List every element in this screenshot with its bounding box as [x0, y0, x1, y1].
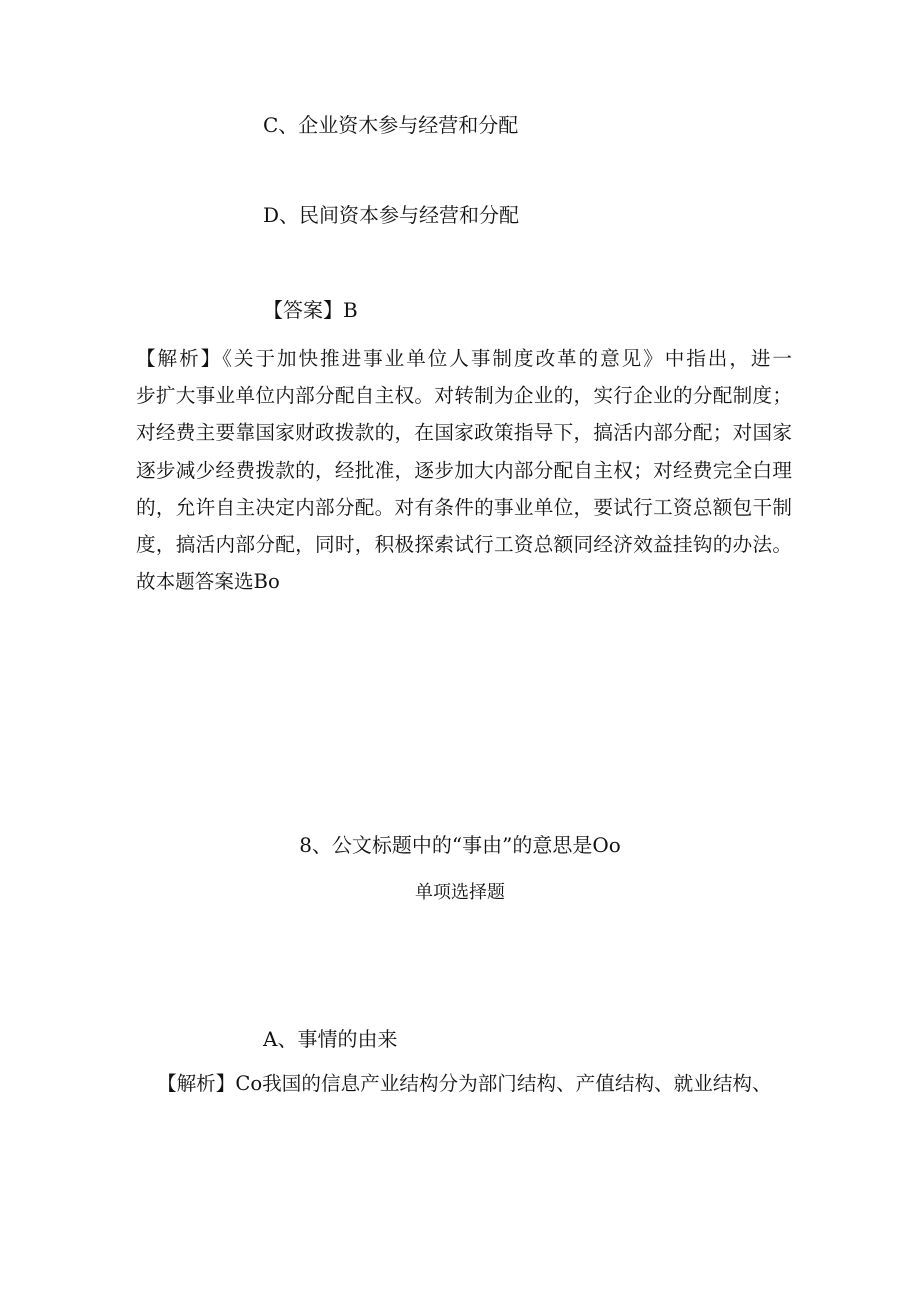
question-type: 单项选择题	[415, 882, 505, 903]
explanation-line: 步扩大事业单位内部分配自主权。对转制为企业的，实行企业的分配制度；	[136, 384, 792, 408]
explanation-line: 【解析】《关于加快推进事业单位人事制度改革的意见》中指出，进一	[136, 347, 792, 370]
option-a: A、事情的由来	[263, 1027, 398, 1051]
answer-label: 【答案】B	[263, 298, 358, 322]
question-8-title: 8、公文标题中的“事由”的意思是Oo	[299, 833, 621, 857]
explanation-line: 对经费主要靠国家财政拨款的，在国家政策指导下，搞活内部分配；对国家	[136, 421, 792, 445]
explanation-line: 度，搞活内部分配，同时，积极探索试行工资总额同经济效益挂钩的办法。	[136, 533, 792, 557]
explanation-line: 的，允许自主决定内部分配。对有条件的事业单位，要试行工资总额包干制	[136, 495, 792, 519]
explanation-line: 逐步减少经费拨款的，经批准，逐步加大内部分配自主权；对经费完全白理	[136, 458, 792, 482]
q8-explanation: 【解析】Co我国的信息产业结构分为部门结构、产值结构、就业结构、	[157, 1072, 772, 1095]
option-d: D、民间资本参与经营和分配	[263, 203, 520, 227]
explanation-line: 故本题答案选Bo	[136, 570, 280, 594]
option-c: C、企业资木参与经营和分配	[263, 113, 519, 137]
explanation-paragraph	[136, 340, 792, 600]
